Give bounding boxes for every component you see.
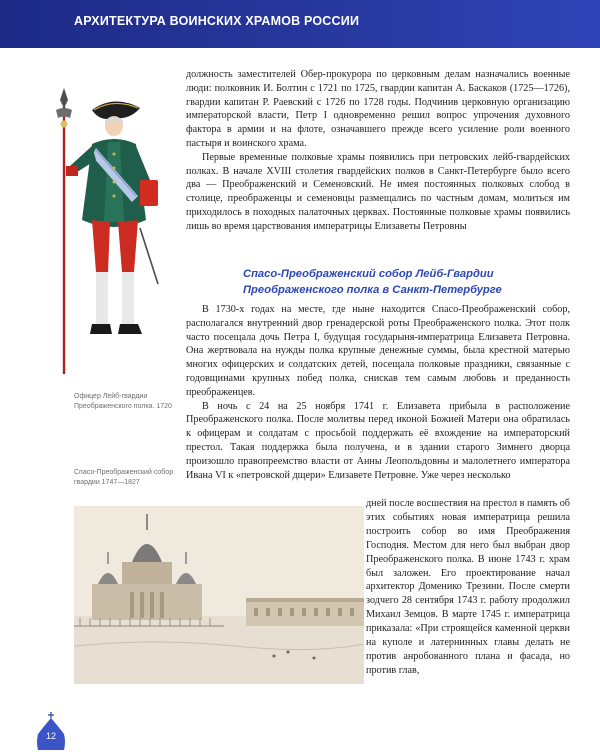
officer-caption-line1: Офицер Лейб-гвардии xyxy=(74,393,148,400)
section-subheading xyxy=(243,266,533,298)
paragraph-5: дней после восшествия на престол в память об этих событиях новая императрица решила построить собор во имя Преображения Господня. Местом для него был выбран двор Преображенского полка. В июне 1743 г. храм был заложен. Его проектирование начал архитектор Доменико Трезини. После смерти зодчего 28 сентября 1743 г. работу продолжил Михаил Земцов. В марте 1745 г. императрица приказала: «При строящейся каменной церкви на куполе и латернинных главы делать не против анробованного плана и фасада, но против глав, xyxy=(366,498,570,676)
subheading-line1: Спасо-Преображенский собор Лейб-Гвардии xyxy=(243,268,494,280)
cathedral-illustration xyxy=(74,506,364,684)
paragraph-3: В 1730-х годах на месте, где ныне находится Спасо-Преображенский собор, располагался внутренний двор гренадерской роты Преображенского полка. Этот полк часто посещала дочь Петра I, будущая государыня-императрица Елизавета Петровна. Она жертвовала на нужды полка крупные денежные суммы, была крестной матерью многих офицерских и солдатских детей, посещала полковые праздники, связанные с годовщинами крупных побед полка, снискав тем самым любовь и преданность преображенцев. xyxy=(186,304,570,398)
page-number: 12 xyxy=(45,731,56,741)
paragraph-2: Первые временные полковые храмы появились при петровских лейб-гвардейских полках. В начале XVIII столетия гвардейских полков в Санкт-Петербурге было всего два — Преображенский и Семеновский. Не имея постоянных полковых слобод в столице, преображенцы и семеновцы размещались по частным домам, молиться им приходилось в походных палаточных церквах. Постоянные полковые храмы появились лишь во время царствования императрицы Елизаветы Петровны xyxy=(186,151,570,232)
text-block-top xyxy=(186,68,570,234)
officer-caption-line2: Преображенского полка. 1720 xyxy=(74,403,172,410)
officer-caption xyxy=(74,392,186,412)
text-block-middle xyxy=(186,303,570,482)
subheading-line2: Преображенского полка в Санкт-Петербурге xyxy=(243,284,502,296)
page-header xyxy=(0,0,600,48)
paragraph-1: должность заместителей Обер-прокурора по церковным делам назначались военные люди: полковник И. Болтин с 1721 по 1725, гвардии капитан А. Баскаков (1725—1726), гвардии капитан Р. Раевский с 1726 по 1728 годы. Подчинив церковную организацию императорской власти, Петр I одновременно решил вопрос упрочения духовного фактора в армии и на флоте, означавшего прежде всего усиление роли военного пастыря и воинского храма. xyxy=(186,69,570,149)
cathedral-caption-line2: гвардии 1747—1827 xyxy=(74,479,140,486)
officer-illustration xyxy=(52,88,172,378)
header-title: АРХИТЕКТУРА ВОИНСКИХ ХРАМОВ РОССИИ xyxy=(74,14,360,28)
cathedral-caption xyxy=(74,468,186,488)
paragraph-4: В ночь с 24 на 25 ноября 1741 г. Елизавета прибыла в расположение Преображенского полка. После молитвы перед иконой Божией Матери она обратилась к офицерам и солдатам с просьбой поддержать её вхождение на императорский престол. Такая поддержка была получена, и в здании старого Зимнего дворца произошло правопреемство власти от Анны Леопольдовны и малолетнего императора Ивана VI к «петровской дщери» Елизавете Петровне. Уже через несколько xyxy=(186,400,570,481)
text-block-narrow xyxy=(366,497,570,678)
page-number-badge xyxy=(34,712,68,750)
cathedral-caption-line1: Спасо-Преображенский собор xyxy=(74,469,174,476)
